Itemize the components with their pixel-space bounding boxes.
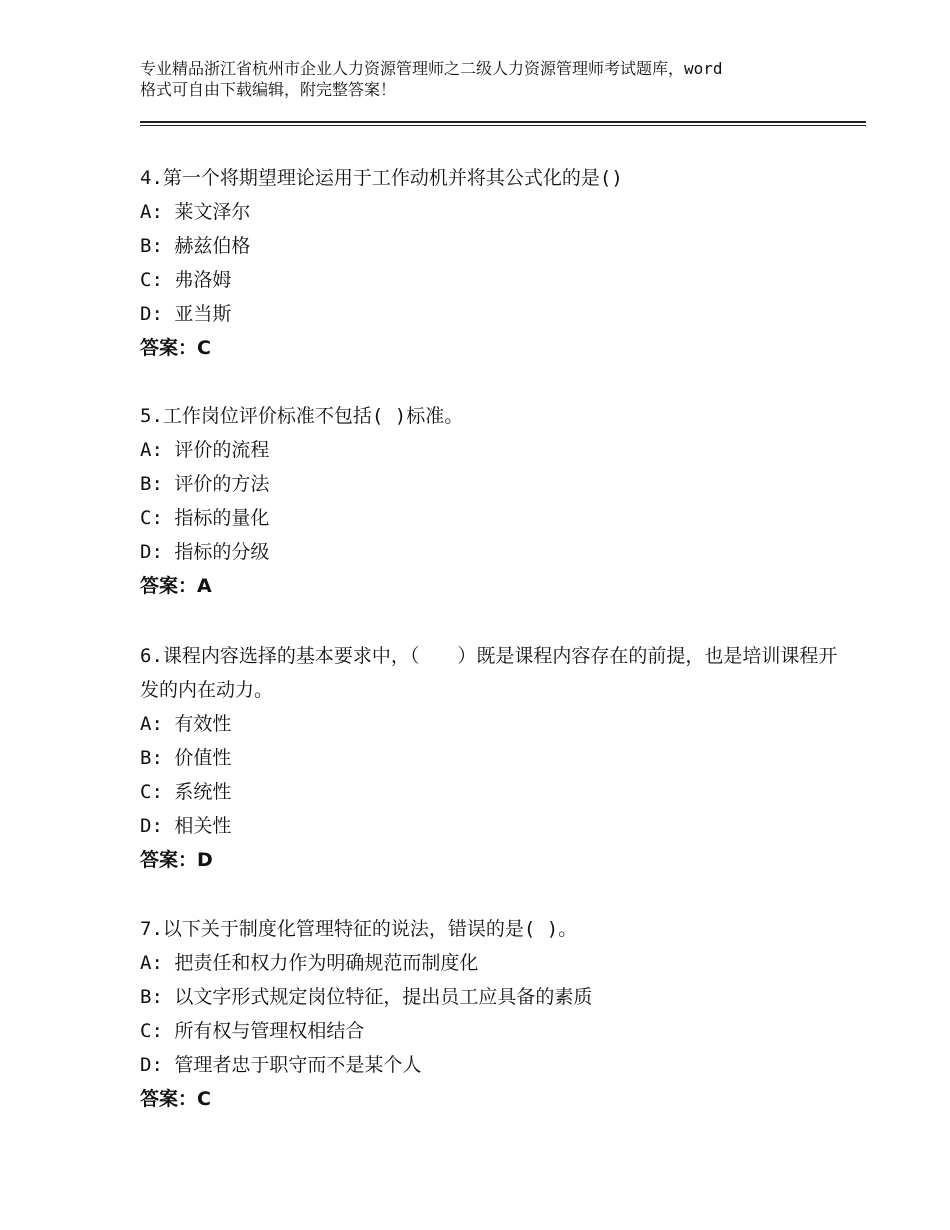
question-block bbox=[140, 639, 840, 877]
answer: 答案：C bbox=[140, 337, 211, 359]
option-c: C: 系统性 bbox=[140, 781, 232, 803]
option-a: A: 评价的流程 bbox=[140, 439, 270, 461]
answer: 答案：A bbox=[140, 575, 212, 597]
option-d: D: 亚当斯 bbox=[140, 303, 232, 325]
question-block bbox=[140, 912, 840, 1116]
question-block bbox=[140, 399, 840, 603]
header-divider-thin bbox=[140, 125, 866, 126]
option-c: C: 弗洛姆 bbox=[140, 269, 232, 291]
question-text: 5.工作岗位评价标准不包括( )标准。 bbox=[140, 405, 464, 427]
header-line-1: 专业精品浙江省杭州市企业人力资源管理师之二级人力资源管理师考试题库，word bbox=[140, 59, 723, 78]
answer: 答案：C bbox=[140, 1088, 211, 1110]
answer: 答案：D bbox=[140, 849, 213, 871]
header-divider-thick bbox=[140, 121, 866, 123]
option-d: D: 管理者忠于职守而不是某个人 bbox=[140, 1054, 422, 1076]
option-b: B: 评价的方法 bbox=[140, 473, 270, 495]
option-d: D: 相关性 bbox=[140, 815, 232, 837]
option-a: A: 有效性 bbox=[140, 713, 232, 735]
document-header bbox=[140, 58, 840, 100]
header-line-2: 格式可自由下载编辑，附完整答案！ bbox=[140, 80, 397, 99]
option-c: C: 所有权与管理权相结合 bbox=[140, 1020, 365, 1042]
option-b: B: 赫兹伯格 bbox=[140, 235, 251, 257]
option-a: A: 把责任和权力作为明确规范而制度化 bbox=[140, 952, 479, 974]
option-c: C: 指标的量化 bbox=[140, 507, 270, 529]
question-text: 7.以下关于制度化管理特征的说法，错误的是( )。 bbox=[140, 918, 578, 940]
option-a: A: 莱文泽尔 bbox=[140, 201, 251, 223]
question-block bbox=[140, 161, 840, 365]
question-text: 6.课程内容选择的基本要求中，（ ）既是课程内容存在的前提，也是培训课程开发的内在动力。 bbox=[140, 645, 838, 701]
question-text: 4.第一个将期望理论运用于工作动机并将其公式化的是() bbox=[140, 167, 623, 189]
option-b: B: 价值性 bbox=[140, 747, 232, 769]
option-b: B: 以文字形式规定岗位特征，提出员工应具备的素质 bbox=[140, 986, 593, 1008]
option-d: D: 指标的分级 bbox=[140, 541, 270, 563]
